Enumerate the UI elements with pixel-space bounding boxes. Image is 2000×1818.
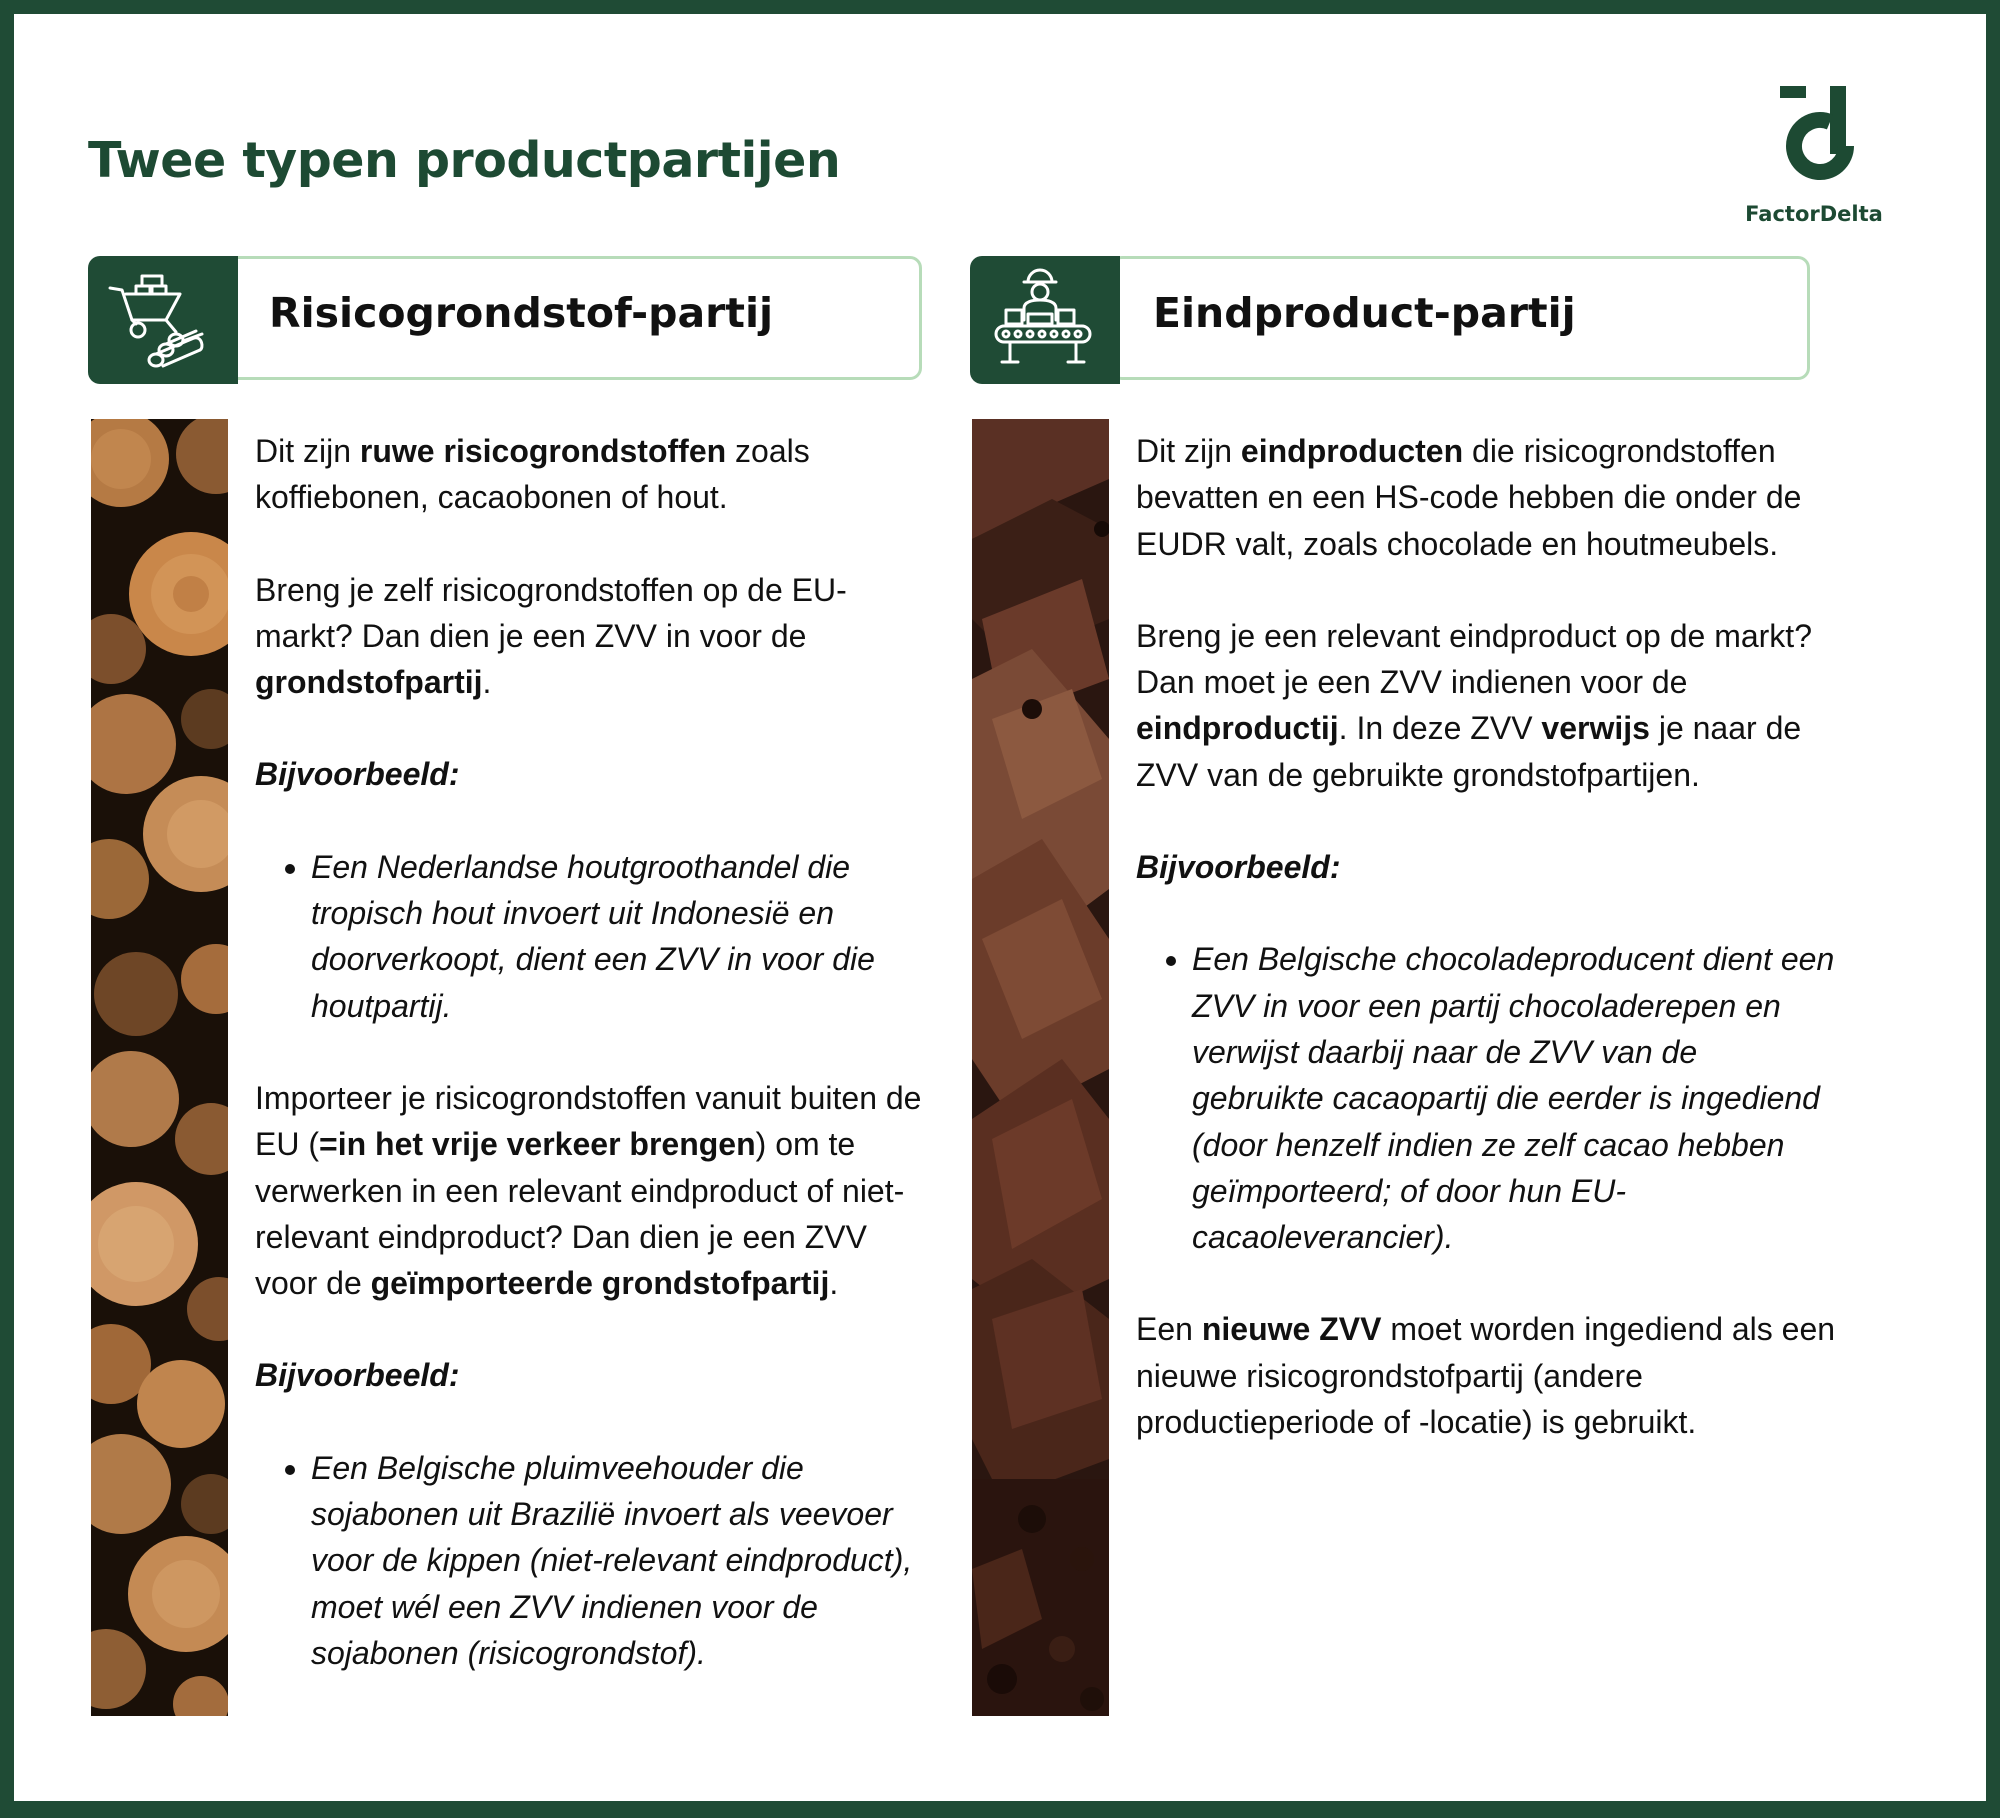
bold-span: grondstofpartij <box>255 664 483 701</box>
bold-span: =in het vrije verkeer brengen <box>319 1126 756 1163</box>
text-span: Dit zijn <box>255 433 360 469</box>
text-span: die risicogrondstoffen bevatten en een HS-code hebben die onder de EUDR valt, zoals chocolade en houtmeubels. <box>1136 433 1802 562</box>
left-example-heading-2 <box>255 1352 935 1398</box>
right-market-paragraph <box>1136 613 1836 798</box>
right-column-text <box>1136 428 1836 1491</box>
text-span: Een <box>1136 1311 1202 1348</box>
page <box>14 14 1986 1801</box>
list-item: • Een Nederlandse houtgroothandel die tropisch hout invoert uit Indonesië en doorverkoopt, dient een ZVV in voor die houtpartij. <box>311 844 935 1029</box>
text-span: . <box>482 664 492 701</box>
text-span: je naar de ZVV van de gebruikte grondstofpartijen. <box>1136 710 1802 793</box>
chocolate-photo <box>972 419 1109 1716</box>
right-example-list <box>1136 936 1836 1260</box>
factordelta-logo <box>1739 84 1889 234</box>
text-span: Bijvoorbeeld <box>255 756 449 793</box>
text-span: Bijvoorbeeld <box>1136 849 1330 886</box>
left-header-icon-box <box>88 256 238 384</box>
left-column-text <box>255 428 935 1722</box>
right-header-box <box>1110 256 1810 380</box>
text-span: Bijvoorbeeld <box>255 1357 449 1394</box>
left-market-paragraph <box>255 567 935 706</box>
text-span: Dit zijn <box>1136 433 1241 469</box>
list-item: • Een Belgische chocoladeproducent dient een ZVV in voor een partij chocoladerepen en verwijst daarbij naar de ZVV van de gebruikte cacaopartij die eerder is ingediend (door henzelf indien ze zelf cacao hebben geïmporteerd; of door hun EU-cacaoleverancier). <box>1192 936 1836 1260</box>
left-header-box <box>226 256 922 380</box>
logo-wordmark: FactorDelta <box>1745 202 1883 226</box>
left-example-list-1 <box>255 844 935 1029</box>
text-span: . In deze ZVV <box>1338 710 1542 747</box>
text-span: ) om te verwerken in een relevant eindproduct of niet-relevant eindproduct? Dan dien je een ZVV voor de <box>255 1126 905 1302</box>
text-span: moet worden ingediend als een nieuwe risicogrondstofpartij (andere productieperiode of -locatie) is gebruikt. <box>1136 1311 1836 1441</box>
text-span: Breng je zelf risicogrondstoffen op de EU-markt? Dan dien je een ZVV in voor de <box>255 571 847 654</box>
text-span: . <box>829 1265 839 1302</box>
chocolate-image <box>972 419 1109 1716</box>
right-new-zvv-paragraph <box>1136 1306 1836 1445</box>
left-import-paragraph <box>255 1075 935 1306</box>
right-header-label: Eindproduct-partij <box>1153 289 1576 337</box>
left-example-heading-1 <box>255 751 935 797</box>
bold-span: nieuwe ZVV <box>1201 1311 1382 1348</box>
list-item: • Een Belgische pluimveehouder die sojabonen uit Brazilië invoert als veevoer voor de kippen (niet-relevant eindproduct), moet wél een ZVV indienen voor de sojabonen (risicogrondstof). <box>311 1445 935 1676</box>
firewood-image <box>91 419 228 1716</box>
right-example-heading <box>1136 844 1836 890</box>
bold-span: ruwe risicogrondstoffen <box>359 433 727 469</box>
firewood-photo <box>91 419 228 1716</box>
text-span: zoals koffiebonen, cacaobonen of hout. <box>255 433 810 516</box>
factory-worker-conveyor-icon <box>988 268 1098 372</box>
text-span: Breng je een relevant eindproduct op de markt? Dan moet je een ZVV indienen voor de <box>1136 617 1812 701</box>
text-span: : <box>448 1357 460 1394</box>
text-span: : <box>448 756 460 793</box>
wheelbarrow-logs-icon <box>106 268 216 372</box>
text-span: : <box>1329 849 1341 886</box>
right-intro-paragraph <box>1136 428 1836 567</box>
right-header-icon-box <box>970 256 1120 384</box>
page-title: Twee typen productpartijen <box>88 132 841 189</box>
left-intro-paragraph <box>255 428 935 521</box>
bold-span: eindproductij <box>1136 710 1339 747</box>
left-header-label: Risicogrondstof-partij <box>269 289 774 337</box>
bold-span: geïmporteerde grondstofpartij <box>370 1265 830 1302</box>
left-example-list-2 <box>255 1445 935 1676</box>
bold-span: verwijs <box>1541 710 1650 747</box>
bold-span: eindproducten <box>1240 433 1464 469</box>
text-span: Importeer je risicogrondstoffen vanuit buiten de EU ( <box>255 1079 922 1163</box>
factordelta-logo-mark <box>1774 84 1854 184</box>
